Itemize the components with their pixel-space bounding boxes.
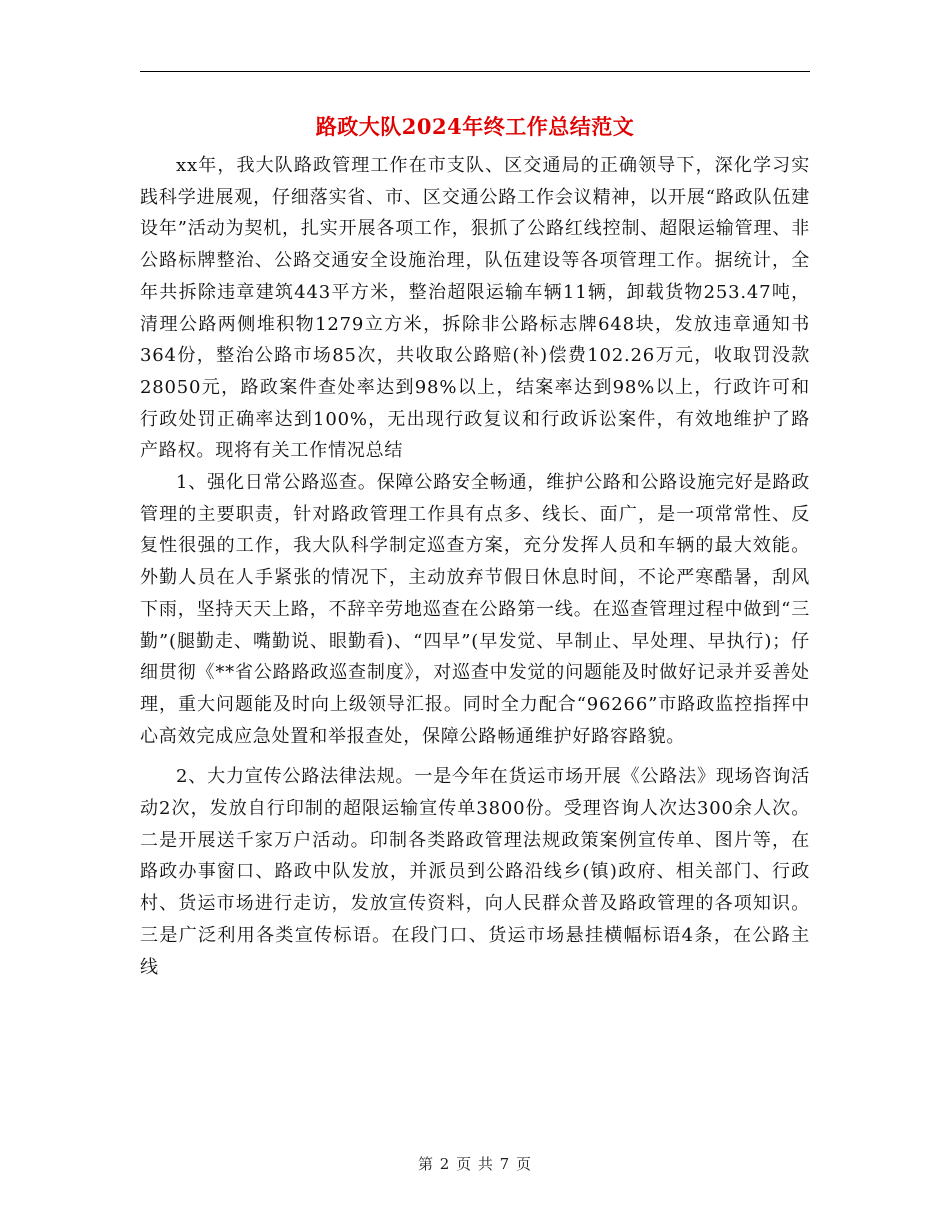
section-2-paragraph: 2、大力宣传公路法律法规。一是今年在货运市场开展《公路法》现场咨询活动2次，发放自行印制的超限运输宣传单3800份。受理咨询人次达300余人次。二是开展送千家万户活动。印制各类路政管理法规政策案例宣传单、图片等，在路政办事窗口、路政中队发放，并派员到公路沿线乡(镇)政府、相关部门、行政村、货运市场进行走访，发放宣传资料，向人民群众普及路政管理的各项知识。三是广泛利用各类宣传标语。在段门口、货运市场悬挂横幅标语4条，在公路主线: [140, 766, 810, 978]
document-body: [140, 150, 810, 983]
page-number: 第 2 页 共 7 页: [418, 1155, 532, 1173]
document-title: 路政大队2024年终工作总结范文: [315, 114, 635, 139]
section-1-paragraph: 1、强化日常公路巡查。保障公路安全畅通，维护公路和公路设施完好是路政管理的主要职责，针对路政管理工作具有点多、线长、面广，是一项常常性、反复性很强的工作，我大队科学制定巡查方案，充分发挥人员和车辆的最大效能。外勤人员在人手紧张的情况下，主动放弃节假日休息时间，不论严寒酷暑，刮风下雨，坚持天天上路，不辞辛劳地巡查在公路第一线。在巡查管理过程中做到“三勤”(腿勤走、嘴勤说、眼勤看)、“四早”(早发觉、早制止、早处理、早执行)；仔细贯彻《**省公路路政巡查制度》，对巡查中发觉的问题能及时做好记录并妥善处理，重大问题能及时向上级领导汇报。同时全力配合“96266”市路政监控指挥中心高效完成应急处置和举报查处，保障公路畅通维护好路容路貌。: [140, 472, 810, 747]
header-rule: [140, 71, 810, 72]
intro-paragraph: xx年，我大队路政管理工作在市支队、区交通局的正确领导下，深化学习实践科学进展观，仔细落实省、市、区交通公路工作会议精神，以开展“路政队伍建设年”活动为契机，扎实开展各项工作，狠抓了公路红线控制、超限运输管理、非公路标牌整治、公路交通安全设施治理，队伍建设等各项管理工作。据统计，全年共拆除违章建筑443平方米，整治超限运输车辆11辆，卸载货物253.47吨，清理公路两侧堆积物1279立方米，拆除非公路标志牌648块，发放违章通知书364份，整治公路市场85次，共收取公路赔(补)偿费102.26万元，收取罚没款28050元，路政案件查处率达到98%以上，结案率达到98%以上，行政许可和行政处罚正确率达到100%，无出现行政复议和行政诉讼案件，有效地维护了路产路权。现将有关工作情况总结: [140, 155, 810, 462]
